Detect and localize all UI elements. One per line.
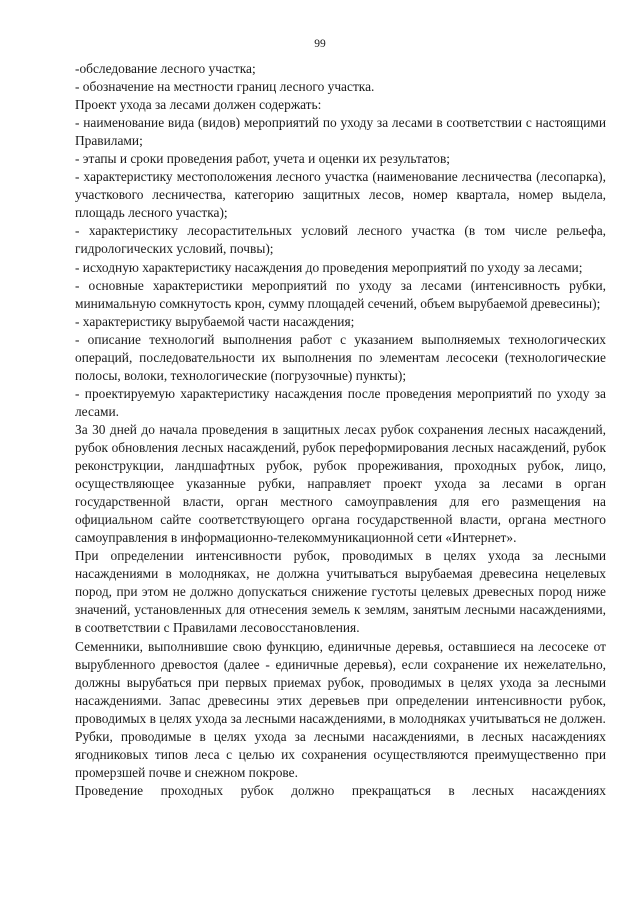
paragraph: При определении интенсивности рубок, проводимых в целях ухода за лесными насаждениями в молодняках, не должна учитываться вырубаемая древесина нецелевых пород, при этом не должно допускаться снижение густоты целевых древесных пород ниже значений, установленных для отнесения земель к землям, занятым лесными насаждениями, в соответствии с Правилами лесовосстановления.: [75, 548, 606, 636]
paragraph: Семенники, выполнившие свою функцию, единичные деревья, оставшиеся на лесосеке от вырубленного древостоя (далее - единичные деревья), если сохранение их нежелательно, должны вырубаться при первых приемах рубок, проводимых в целях ухода за лесными насаждениями. Запас древесины этих деревьев при определении интенсивности рубок, проводимых в целях ухода за лесными насаждениями, в молодняках учитываться не должен.: [75, 638, 606, 726]
paragraph: - наименование вида (видов) мероприятий по уходу за лесами в соответствии с настоящими Правилами;: [75, 115, 606, 149]
paragraph: - исходную характеристику насаждения до проведения мероприятий по уходу за лесами;: [75, 259, 583, 275]
paragraph: - основные характеристики мероприятий по уходу за лесами (интенсивность рубки, минимальную сомкнутость крон, сумму площадей сечений, объем вырубаемой древесины);: [75, 277, 606, 311]
paragraph: Рубки, проводимые в целях ухода за лесными насаждениями, в лесных насаждениях ягодниковых типов леса с целью их сохранения осуществляются преимущественно при промерзшей почве и снежном покрове.: [75, 728, 606, 780]
paragraph: - обозначение на местности границ лесного участка.: [75, 79, 375, 95]
paragraph: Проект ухода за лесами должен содержать:: [75, 97, 322, 113]
paragraph: - этапы и сроки проведения работ, учета и оценки их результатов;: [75, 151, 451, 167]
paragraph: - характеристику лесорастительных условий лесного участка (в том числе рельефа, гидрологических условий, почвы);: [75, 223, 606, 257]
paragraph: -обследование лесного участка;: [75, 61, 256, 76]
document-body: [75, 60, 606, 800]
paragraph: - описание технологий выполнения работ с указанием выполняемых технологических операций, последовательности их выполнения по элементам лесосеки (технологические полосы, волоки, технологические (погрузочные) пункты);: [75, 331, 606, 383]
paragraph: Проведение проходных рубок должно прекращаться в лесных насаждениях: [75, 782, 606, 798]
paragraph: - характеристику вырубаемой части насаждения;: [75, 313, 355, 329]
paragraph: - характеристику местоположения лесного участка (наименование лесничества (лесопарка), участкового лесничества, категорию защитных лесов, номер квартала, номер выдела, площадь лесного участка);: [75, 169, 606, 221]
page-number: 99: [314, 38, 326, 50]
paragraph: За 30 дней до начала проведения в защитных лесах рубок сохранения лесных насаждений, рубок обновления лесных насаждений, рубок переформирования лесных насаждений, рубок реконструкции, ландшафтных рубок, рубок прореживания, проходных рубок, лицо, осуществляющее указанные рубки, направляет проект ухода за лесами в орган государственной власти, орган местного самоуправления для его размещения на официальном сайте соответствующего органа государственной власти, органа местного самоуправления в информационно-телекоммуникационной сети «Интернет».: [75, 421, 606, 546]
paragraph: - проектируемую характеристику насаждения после проведения мероприятий по уходу за лесами.: [75, 385, 606, 419]
